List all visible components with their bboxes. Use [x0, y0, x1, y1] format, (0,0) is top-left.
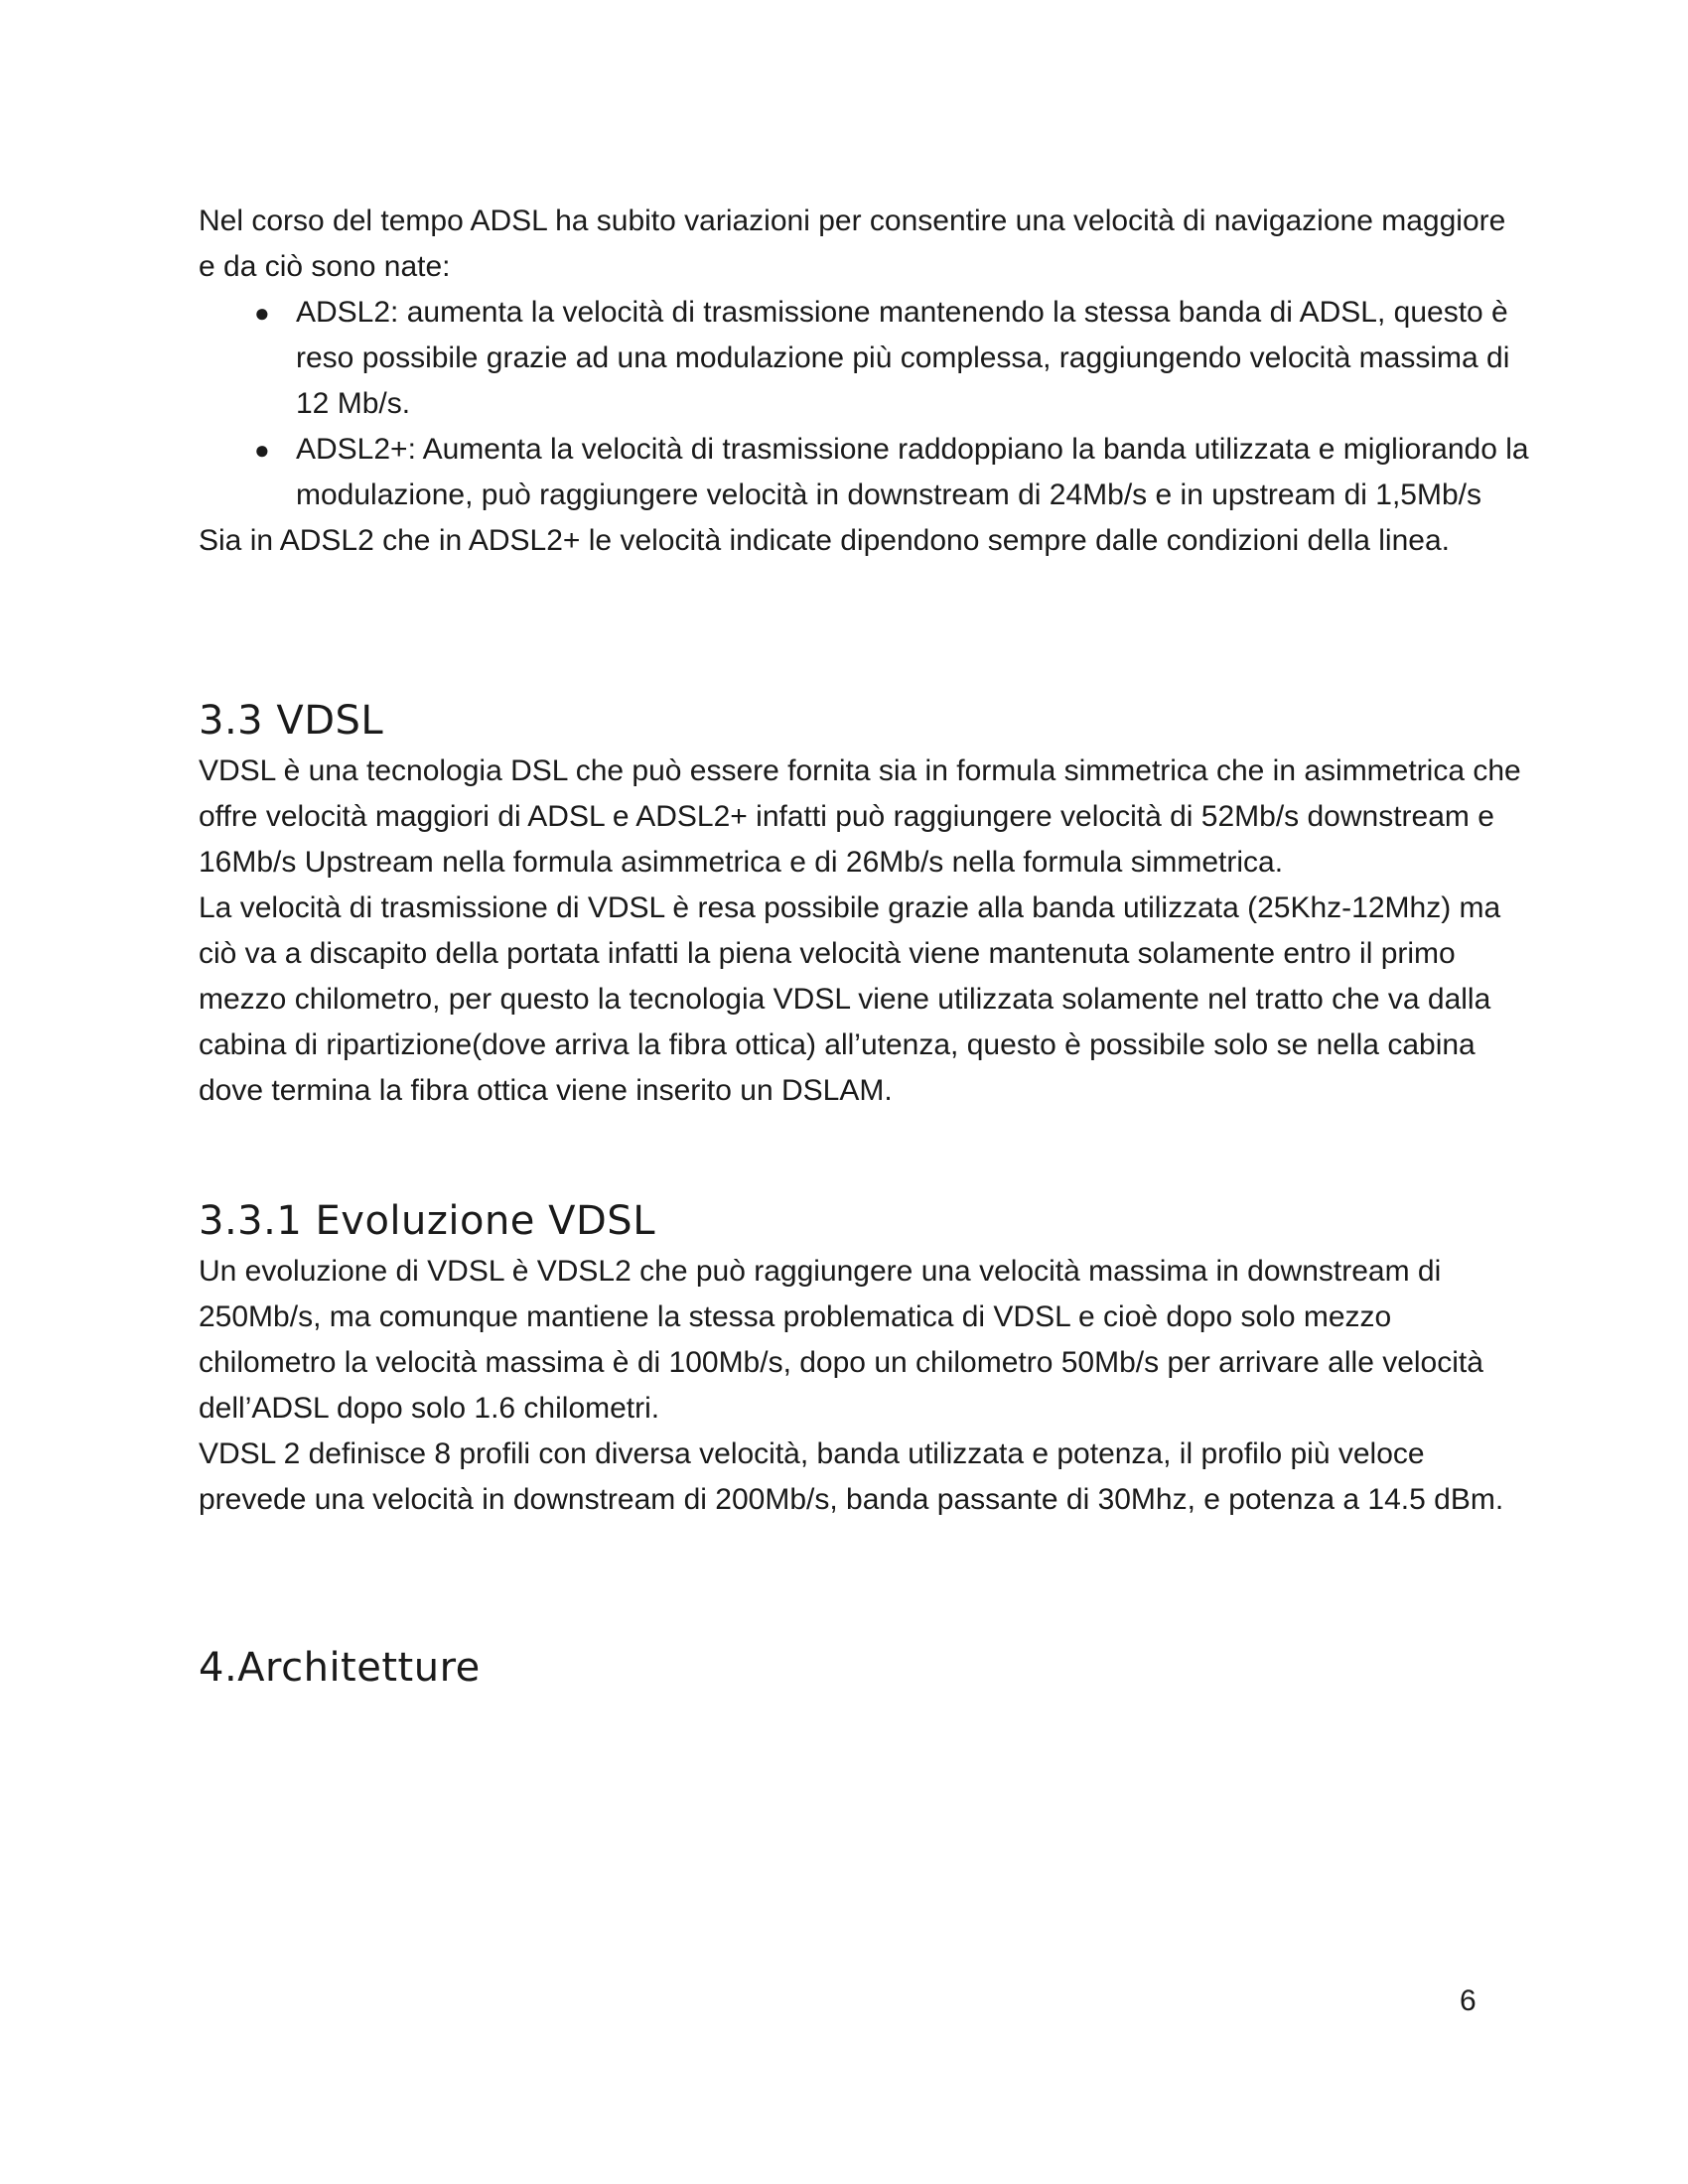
bullet-icon: ● — [254, 435, 270, 465]
evoluzione-paragraph-1: Un evoluzione di VDSL è VDSL2 che può raggiungere una velocità massima in downstream di 250Mb/s, ma comunque mantiene la stessa problematica di VDSL e cioè dopo solo mezzo chilometro la velocità massima è di 100Mb/s, dopo un chilometro 50Mb/s per arrivare alle velocità dell’ADSL dopo solo 1.6 chilometri. — [199, 1255, 1483, 1425]
bullet-icon: ● — [254, 298, 270, 328]
evoluzione-paragraph-2: VDSL 2 definisce 8 profili con diversa velocità, banda utilizzata e potenza, il profilo più veloce prevede una velocità in downstream di 200Mb/s, banda passante di 30Mhz, e potenza a 14.5 dBm. — [199, 1437, 1504, 1516]
section-heading-evoluzione-vdsl: 3.3.1 Evoluzione VDSL — [199, 1198, 655, 1244]
list-item-adsl2plus — [199, 427, 1529, 518]
list-item-text: ADSL2+: Aumenta la velocità di trasmissione raddoppiano la banda utilizzata e migliorando la modulazione, può raggiungere velocità in downstream di 24Mb/s e in upstream di 1,5Mb/s — [296, 433, 1529, 511]
list-item-text: ADSL2: aumenta la velocità di trasmissione mantenendo la stessa banda di ADSL, questo è reso possibile grazie ad una modulazione più complessa, raggiungendo velocità massima di 12 Mb/s. — [296, 296, 1510, 420]
document-page — [199, 199, 1529, 1696]
section-heading-architetture: 4.Architetture — [199, 1645, 481, 1691]
adsl-variants-list — [199, 290, 1529, 518]
list-item-adsl2 — [199, 290, 1529, 427]
intro-paragraph: Nel corso del tempo ADSL ha subito variazioni per consentire una velocità di navigazione maggiore e da ciò sono nate: — [199, 205, 1506, 283]
vdsl-paragraph-2: La velocità di trasmissione di VDSL è resa possibile grazie alla banda utilizzata (25Khz-12Mhz) ma ciò va a discapito della portata infatti la piena velocità viene mantenuta solamente entro il primo mezzo chilometro, per questo la tecnologia VDSL viene utilizzata solamente nel tratto che va dalla cabina di ripartizione(dove arriva la fibra ottica) all’utenza, questo è possibile solo se nella cabina dove termina la fibra ottica viene inserito un DSLAM. — [199, 891, 1501, 1107]
vdsl-paragraph-1: VDSL è una tecnologia DSL che può essere fornita sia in formula simmetrica che in asimmetrica che offre velocità maggiori di ADSL e ADSL2+ infatti può raggiungere velocità di 52Mb/s downstream e 16Mb/s Upstream nella formula asimmetrica e di 26Mb/s nella formula simmetrica. — [199, 754, 1521, 879]
section-heading-vdsl: 3.3 VDSL — [199, 698, 384, 744]
intro-closing-paragraph: Sia in ADSL2 che in ADSL2+ le velocità indicate dipendono sempre dalle condizioni della linea. — [199, 524, 1450, 557]
page-number: 6 — [1460, 1984, 1477, 2017]
